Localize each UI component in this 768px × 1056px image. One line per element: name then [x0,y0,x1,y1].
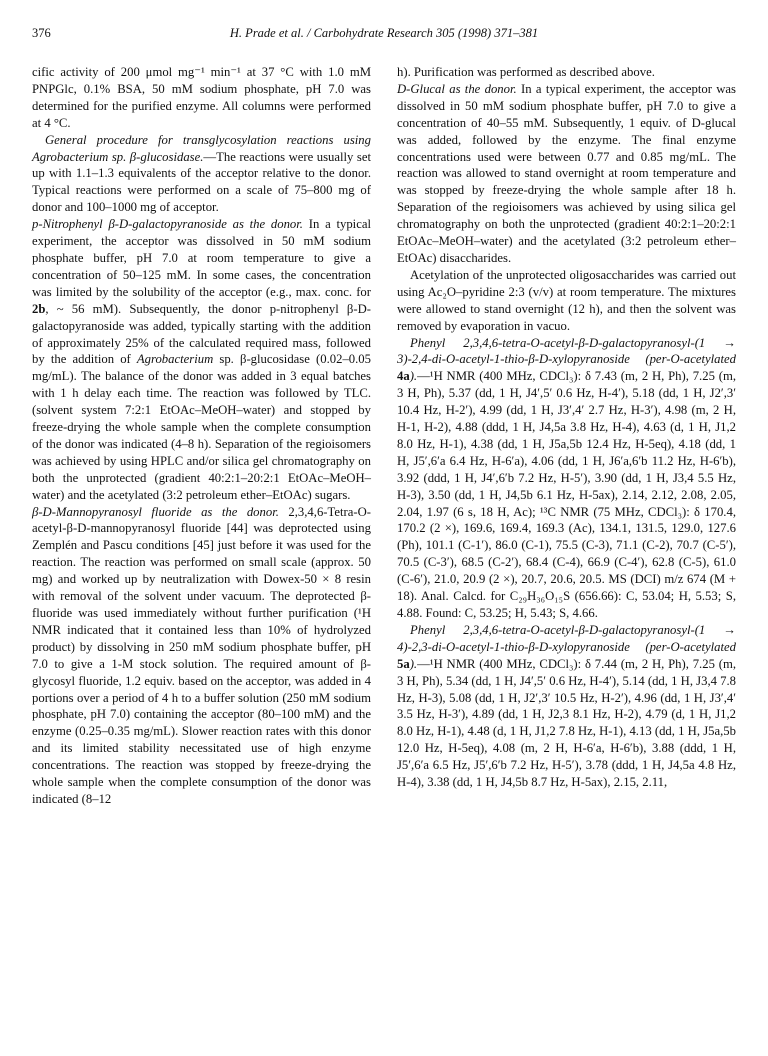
text-run: , ~ 56 mM). Subsequently, the donor p-nitrophenyl β-D-galactopyranoside was added, typically starting with the addition of approximately 25% of the calculated required mass, followed by the addition of [32,301,371,367]
text-run: 4a [397,369,410,384]
left-column [32,64,371,808]
running-header [32,26,736,46]
text-run: General procedure for transglycosylation reactions using Agrobacterium sp. β-glucosidase. [32,132,371,164]
text-run: ). [409,656,418,671]
text-run: —¹H NMR (400 MHz, CDCl₃): δ 7.44 (m, 2 H, Ph), 7.25 (m, 3 H, Ph), 5.34 (dd, 1 H, J4′,5′ 0.6 Hz, H-4′), 5.14 (dd, 1 H, J3,4 7.8 Hz, H-3), 5.08 (dd, 1 H, J2′,3′ 10.5 Hz, H-2′), 4.96 (dd, 1 H, J3′,4′ 3.5 Hz, H-3′), 4.89 (dd, 1 H, J2,3 8.1 Hz, H-2), 4.79 (d, 1 H, J1,2 8.0 Hz, H-1), 4.48 (d, 1 H, J1,2 7.8 Hz, H-1), 4.13 (dd, 1 H, J5a,5b 12.0 Hz, H-5eq), 4.08 (m, 2 H, H-6′a, H-6′b), 3.88 (ddd, 1 H, J5′,6′a 6.5 Hz, J5′,6′b 7.2 Hz, H-5′), 3.78 (ddd, 1 H, J4,5a 4.8 Hz, H-4), 3.38 (dd, 1 H, J4,5b 8.7 Hz, H-5ax), 2.15, 2.11, [397,656,736,790]
paragraph-p2 [32,132,371,217]
text-run: Phenyl 2,3,4,6-tetra-O-acetyl-β-D-galactopyranosyl-(1 → 4)-2,3-di-O-acetyl-1-thio-β-D-xylopyranoside (per-O-acetylated [397,622,736,654]
paragraph-p9 [397,622,736,791]
text-run: 2,3,4,6-Tetra-O-acetyl-β-D-mannopyranosyl fluoride [44] was deprotected using Zemplén and Pascu conditions [45] just before it was used for the reaction. The reaction was performed on small scale (approx. 50 mg) and worked up by neutralization with Dowex-50 × 8 resin with removal of the solvent under vacuum. The deprotected β-fluoride was used immediately without further purification (¹H NMR indicated that it contained less than 10% of hydrolyzed product) by dissolving in 250 mM sodium phosphate buffer, pH 7.0 to give a 1-M stock solution. The required amount of β-glycosyl fluoride, 1.2 equiv. based on the acceptor, was added in 4 portions over a period of 4 h to a buffer solution (250 mM sodium phosphate, pH 7.0) containing the acceptor (80–100 mM) and the enzyme (0.25–0.35 mg/mL). Slower reaction rates with this donor and its limited stability necessitated use of high enzyme concentrations. The reaction was stopped by freeze-drying the whole sample when the complete consumption of the donor was indicated (8–12 [32,504,371,806]
text-run: cific activity of 200 μmol mg⁻¹ min⁻¹ at 37 °C with 1.0 mM PNPGlc, 0.1% BSA, 50 mM sodium phosphate, pH 7.0 was determined for the purified enzyme. All columns were performed at 4 °C. [32,65,371,130]
text-run: p-Nitrophenyl β-D-galactopyranoside as the donor. [32,217,303,232]
page-number: 376 [32,26,51,40]
text-run: sp. β-glucosidase (0.02–0.05 mg/mL). The balance of the donor was added in 3 equal batches with 1 h delay each time. The reaction was followed by TLC. (solvent system 7:2:1 EtOAc–MeOH–water) and stopped by freeze-drying the whole sample when the complete consumption of the donor was indicated (4–8 h). Separation of the regioisomers was achieved by using HPLC and/or silica gel chromatography on both the unprotected (gradient 40:2:1–20:2:1 EtOAc–MeOH–water) and the acetylated (3:2 petroleum ether–EtOAc) sugars. [32,352,371,502]
text-run: 2b [32,301,46,316]
paragraph-p6 [397,81,736,267]
paragraph-p5 [397,64,736,81]
text-run: ). [409,369,418,384]
text-run: β-D-Mannopyranosyl fluoride as the donor. [32,504,279,519]
text-run: D-Glucal as the donor. [397,81,517,96]
text-run: 5a [397,656,410,671]
paragraph-p4 [32,504,371,808]
paragraph-p3 [32,216,371,503]
text-run: In a typical experiment, the acceptor was dissolved in 50 mM sodium phosphate buffer, pH 7.0 at room temperature to give a concentration of 50–125 mM. In some cases, the concentration was limited by the solubility of the acceptor (e.g., max. conc. for [32,217,371,299]
text-run: Agrobacterium [136,352,214,367]
text-run: Phenyl 2,3,4,6-tetra-O-acetyl-β-D-galactopyranosyl-(1 → 3)-2,4-di-O-acetyl-1-thio-β-D-xylopyranoside (per-O-acetylated [397,335,736,367]
journal-citation: H. Prade et al. / Carbohydrate Research 305 (1998) 371–381 [229,26,539,40]
text-run: —¹H NMR (400 MHz, CDCl₃): δ 7.43 (m, 2 H, Ph), 7.25 (m, 3 H, Ph), 5.37 (dd, 1 H, J4′,5′ 0.6 Hz, H-4′), 5.18 (dd, 1 H, J2′,3′ 10.4 Hz, H-2′), 4.99 (dd, 1 H, J3′,4′ 2.7 Hz, H-3′), 4.98 (m, 2 H, H-1, H-2), 4.88 (ddd, 1 H, J4,5a 3.8 Hz, H-4), 4.63 (d, 1 H, J1,2 8.0 Hz, H-1), 4.38 (dd, 1 H, J5a,5b 12.4 Hz, H-5eq), 4.18 (dd, 1 H, J5′,6′a 6.4 Hz, H-6′a), 4.06 (dd, 1 H, J6′a,6′b 11.2 Hz, H-6′b), 3.92 (ddd, 1 H, J4′,6′b 7.2 Hz, H-5′), 3.90 (dd, 1 H, J3,4 5.5 Hz, H-3), 3.50 (dd, 1 H, J4,5b 6.1 Hz, H-5ax), 2.14, 2.12, 2.08, 2.05, 2.04, 1.97 (6 s, 18 H, Ac); ¹³C NMR (75 MHz, CDCl₃): δ 170.4, 170.2 (2 ×), 169.6, 169.4, 169.3 (Ac), 134.1, 131.5, 129.0, 127.6 (Ph), 101.1 (C-1′), 86.0 (C-1), 75.5 (C-3), 71.1 (C-2), 70.7 (C-5′), 70.5 (C-3′), 68.5 (C-2′), 68.4 (C-4), 66.9 (C-4′), 62.8 (C-5), 61.0 (C-6′), 21.0, 20.9 (2 ×), 20.7, 20.6, 20.5. MS (DCI) m/z 674 (M + 18). Anal. Calcd. for C₂₉H₃₆O₁₅S (656.66): C, 53.04; H, 5.53; S, 4.88. Found: C, 53.25; H, 5.43; S, 4.66. [397,369,736,620]
paragraph-p1 [32,64,371,132]
paragraph-p7 [397,267,736,335]
text-run: In a typical experiment, the acceptor was dissolved in 50 mM sodium phosphate buffer, pH 7.0 to give a concentration of 40–55 mM. Subsequently, 1 equiv. of D-glucal was added, followed by the enzyme. The final enzyme concentrations used were between 0.77 and 0.85 mg/mL. The reaction was allowed to stand overnight at room temperature and was stopped by freeze-drying the whole sample after 18 h. Separation of the regioisomers was achieved by using silica gel chromatography on both the unprotected (gradient 40:2:1–20:2:1 EtOAc–MeOH–water) and the acetylated (3:2 petroleum ether–EtOAc) disaccharides. [397,81,736,265]
text-run: —The reactions were usually set up with 1.1–1.3 equivalents of the acceptor relative to the donor. Typical reactions were performed on a scale of 75–800 mg of donor and 100–1000 mg of acceptor. [32,149,371,215]
right-column [397,64,736,791]
paragraph-p8 [397,335,736,622]
text-run: Acetylation of the unprotected oligosaccharides was carried out using Ac₂O–pyridine 2:3 (v/v) at room temperature. The mixtures were allowed to stand overnight (12 h), and then the solvent was removed by evaporation in vacuo. [397,267,736,333]
text-run: h). Purification was performed as described above. [397,65,655,79]
